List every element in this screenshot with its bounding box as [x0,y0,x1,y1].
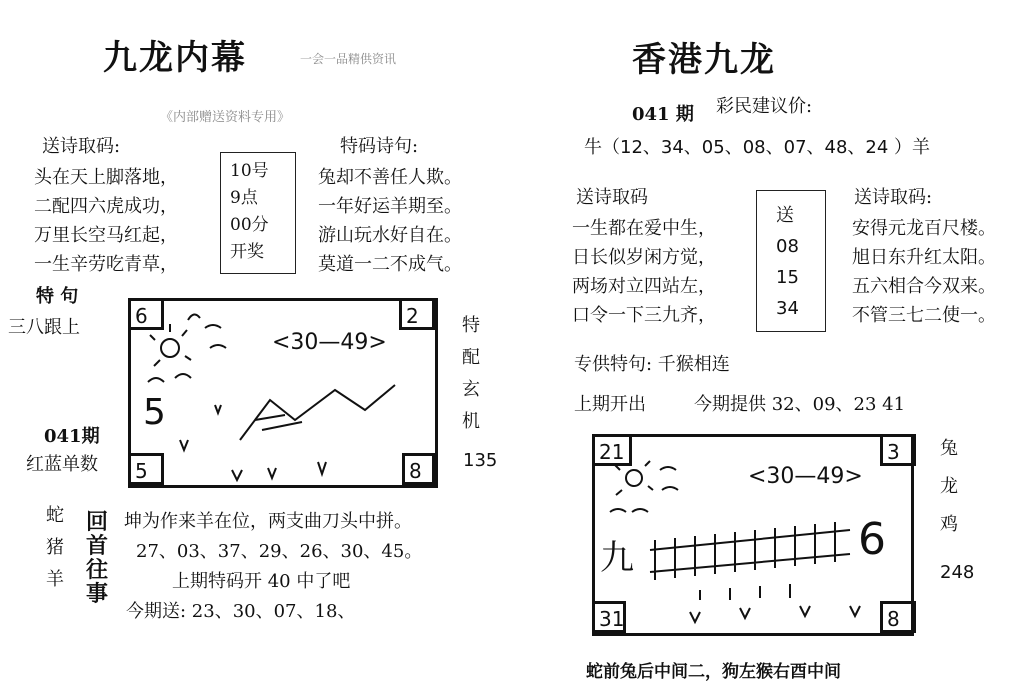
send-number: 34 [776,298,799,319]
zodiac-pig: 猪 [46,537,64,558]
right-special-sentence: 专供特句: 千猴相连 [574,354,730,375]
special-poem-line: 游山玩水好自在。 [318,225,462,246]
side-char: 玄 [462,379,480,400]
right-side-chars [938,430,960,544]
right-poem-label-right: 送诗取码: [854,187,933,208]
left-title-note: 一会一品精供资讯 [300,52,397,66]
poem-line: 万里长空马红起， [34,225,178,246]
corner-number: 2 [399,298,435,330]
left-subtitle: 《内部赠送资料专用》 [160,110,291,125]
bird-icon [188,314,226,348]
suggest-line: 牛（12、34、05、08、07、48、24 ）羊 [584,137,931,158]
left-sketch [148,314,395,480]
corner-number: 6 [128,298,164,330]
left-poem-label: 送诗取码: [42,136,121,157]
last-result: 上期特码开 40 中了吧 [172,571,351,592]
right-footer: 蛇前兔后中间二，狗左猴右酉中间 [586,662,841,682]
draw-time-day: 10号 [230,161,269,181]
right-period: 041 期 [632,104,694,125]
side-char: 配 [462,347,480,368]
poem-line: 二配四六虎成功， [34,196,178,217]
look-back-char: 回 [86,509,109,535]
left-side-chars [460,310,482,438]
poem-line: 安得元龙百尺楼。 [852,218,996,239]
poem-line: 五六相合今双来。 [852,276,996,297]
special-poem-label: 特码诗句: [340,136,419,157]
suggest-label: 彩民建议价: [716,96,813,117]
red-blue-odd: 红蓝单数 [26,454,98,475]
right-picture-range: <30—49> [748,464,863,489]
right-poem-left [572,214,716,330]
left-title: 九龙内幕 [103,38,247,78]
last-open: 上期开出 [574,394,646,415]
sun-icon [161,339,179,357]
poem-line: 口令一下三九齐， [572,305,716,326]
special-poem-line: 一年好运羊期至。 [318,196,462,217]
corner-number: 3 [880,434,916,466]
look-back-char: 往 [86,557,109,583]
corner-number: 31 [592,601,626,633]
poem-line: 日长似岁闲方觉， [572,247,716,268]
special-sentence: 三八跟上 [8,317,80,338]
corner-number: 5 [128,453,164,485]
special-sentence-label: 特 句 [36,286,79,307]
right-poem-right [852,214,996,330]
left-picture-digit: 5 [143,392,166,433]
send-number: 08 [776,236,799,257]
draw-time-hour: 9点 [230,188,258,208]
left-picture-range: <30—49> [272,330,387,355]
today-provide: 今期提供 32、09、23 41 [694,394,906,415]
look-back [86,510,108,606]
right-picture-digit: 6 [858,514,886,565]
poem-line: 两场对立四站左， [572,276,716,297]
poem-line: 不管三七二使一。 [852,305,996,326]
left-period: 041期 [44,426,100,447]
poem-line: 头在天上脚落地， [34,167,178,188]
poem-line: 旭日东升红太阳。 [852,247,996,268]
left-side-number: 135 [463,450,498,471]
side-char: 特 [462,315,480,336]
corner-number: 8 [880,601,916,633]
special-poem-line: 兔却不善任人欺。 [318,167,462,188]
draw-time-open: 开奖 [230,242,264,262]
look-back-char: 首 [86,533,109,559]
numbers: 27、03、37、29、26、30、45。 [136,541,423,562]
draw-time-minute: 00分 [230,215,269,235]
right-title: 香港九龙 [632,40,776,80]
corner-number: 8 [402,453,435,485]
side-char: 机 [462,411,480,432]
side-char: 鸡 [940,514,958,535]
right-picture-char: 九 [600,538,634,578]
special-poem-line: 莫道一二不成气。 [318,254,462,275]
side-char: 龙 [940,476,958,497]
zodiac-list [44,500,66,596]
right-poem-label-left: 送诗取码 [576,187,648,208]
riddle: 坤为作来羊在位，两支曲刀头中拼。 [124,511,412,532]
side-char: 兔 [940,438,958,459]
send-numbers [776,200,799,324]
send-char: 送 [776,205,794,226]
poem-line: 一生都在爱中生， [572,218,716,239]
right-side-number: 248 [940,562,975,583]
poem-line: 一生辛劳吃青草， [34,254,178,275]
corner-number: 21 [592,434,632,466]
look-back-char: 事 [86,581,109,607]
zodiac-goat: 羊 [46,569,64,590]
zodiac-snake: 蛇 [46,505,64,526]
send-number: 15 [776,267,799,288]
today-send: 今期送: 23、30、07、18、 [126,601,356,622]
